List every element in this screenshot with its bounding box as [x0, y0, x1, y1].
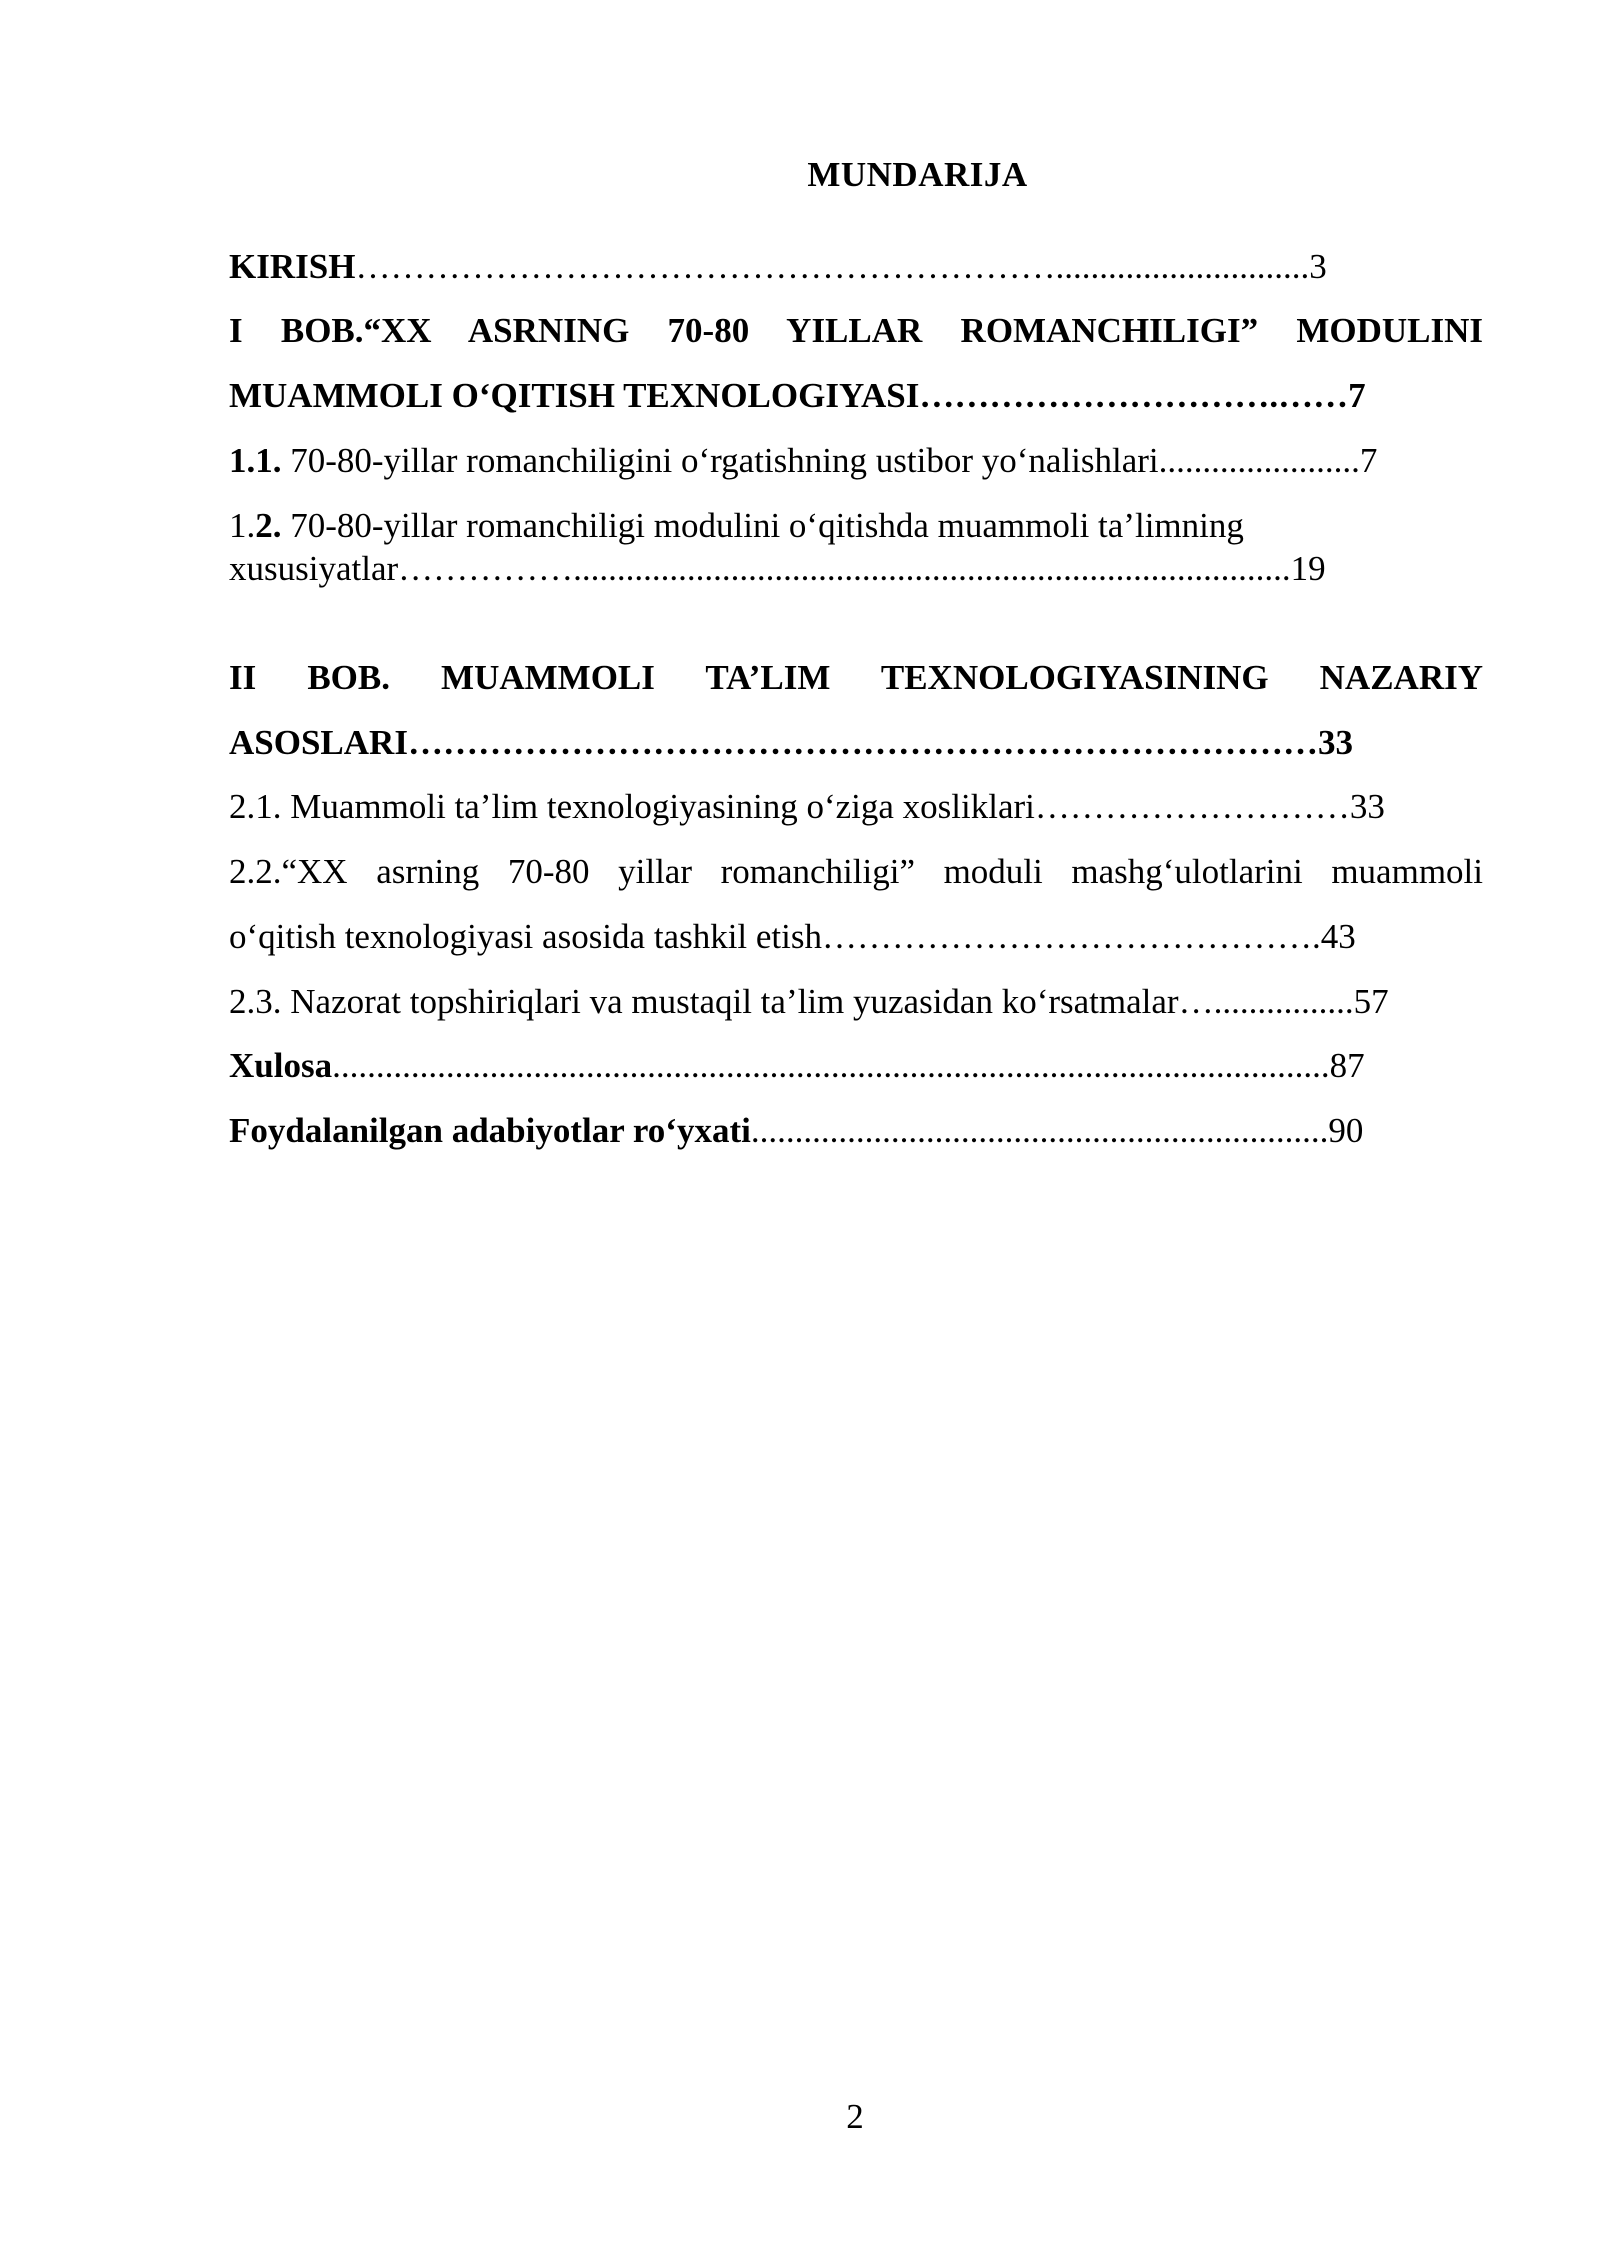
toc-chapter-2-line1: II BOB. MUAMMOLI TA’LIM TEXNOLOGIYASINING NAZARIY — [229, 658, 1483, 697]
toc-entry-references-label: Foydalanilgan adabiyotlar ro‘yxati — [229, 1111, 751, 1150]
toc-entry-kirish-label: KIRISH — [229, 247, 356, 286]
toc-section-1-1-text: 70-80-yillar romanchiligini o‘rgatishning ustibor yo‘nalishlari.......................7 — [281, 441, 1378, 480]
toc-entry-xulosa-label: Xulosa — [229, 1046, 333, 1085]
toc-section-2-2-line1: 2.2.“XX asrning 70-80 yillar romanchiligi” moduli mashg‘ulotlarini muammoli — [229, 852, 1483, 891]
toc-chapter-2-line2: ASOSLARI……………………………………………………………………33 — [229, 723, 1353, 762]
toc-section-1-2-line2: xususiyatlar……………..................................................................................19 — [229, 549, 1326, 588]
toc-entry-xulosa — [229, 1043, 1365, 1089]
toc-entry-references-leader: ..................................................................90 — [750, 1111, 1364, 1150]
toc-title: MUNDARIJA — [807, 155, 1028, 194]
toc-section-1-2-number-bold: 2. — [255, 506, 282, 545]
toc-chapter-1-line2: MUAMMOLI O‘QITISH TEXNOLOGIYASI………………………….……7 — [229, 376, 1366, 415]
toc-entry-kirish-leader: ……………………………………………………............................. — [355, 247, 1310, 286]
toc-section-2-1: 2.1. Muammoli ta’lim texnologiyasining o‘ziga xosliklari………………………33 — [229, 787, 1385, 826]
toc-entry-xulosa-leader: ..................................................................................................................87 — [332, 1046, 1365, 1085]
toc-entry-references — [229, 1108, 1363, 1154]
toc-section-2-2-line2: o‘qitish texnologiyasi asosida tashkil etish…………………………………….43 — [229, 917, 1356, 956]
toc-chapter-1-line1: I BOB.“XX ASRNING 70-80 YILLAR ROMANCHILIGI” MODULINI — [229, 311, 1483, 350]
toc-section-1-2-text: 70-80-yillar romanchiligi modulini o‘qitishda muammoli ta’limning — [281, 506, 1244, 545]
toc-section-1-1 — [229, 438, 1377, 484]
toc-section-1-2-line1 — [229, 503, 1244, 549]
toc-section-1-1-number: 1.1. — [229, 441, 282, 480]
toc-section-2-3: 2.3. Nazorat topshiriqlari va mustaqil ta’lim yuzasidan ko‘rsatmalar…................57 — [229, 982, 1389, 1021]
toc-section-1-2-number-prefix: 1. — [229, 506, 256, 545]
page-number: 2 — [846, 2097, 864, 2136]
toc-entry-kirish — [229, 244, 1327, 290]
toc-entry-kirish-page: 3 — [1309, 247, 1327, 286]
